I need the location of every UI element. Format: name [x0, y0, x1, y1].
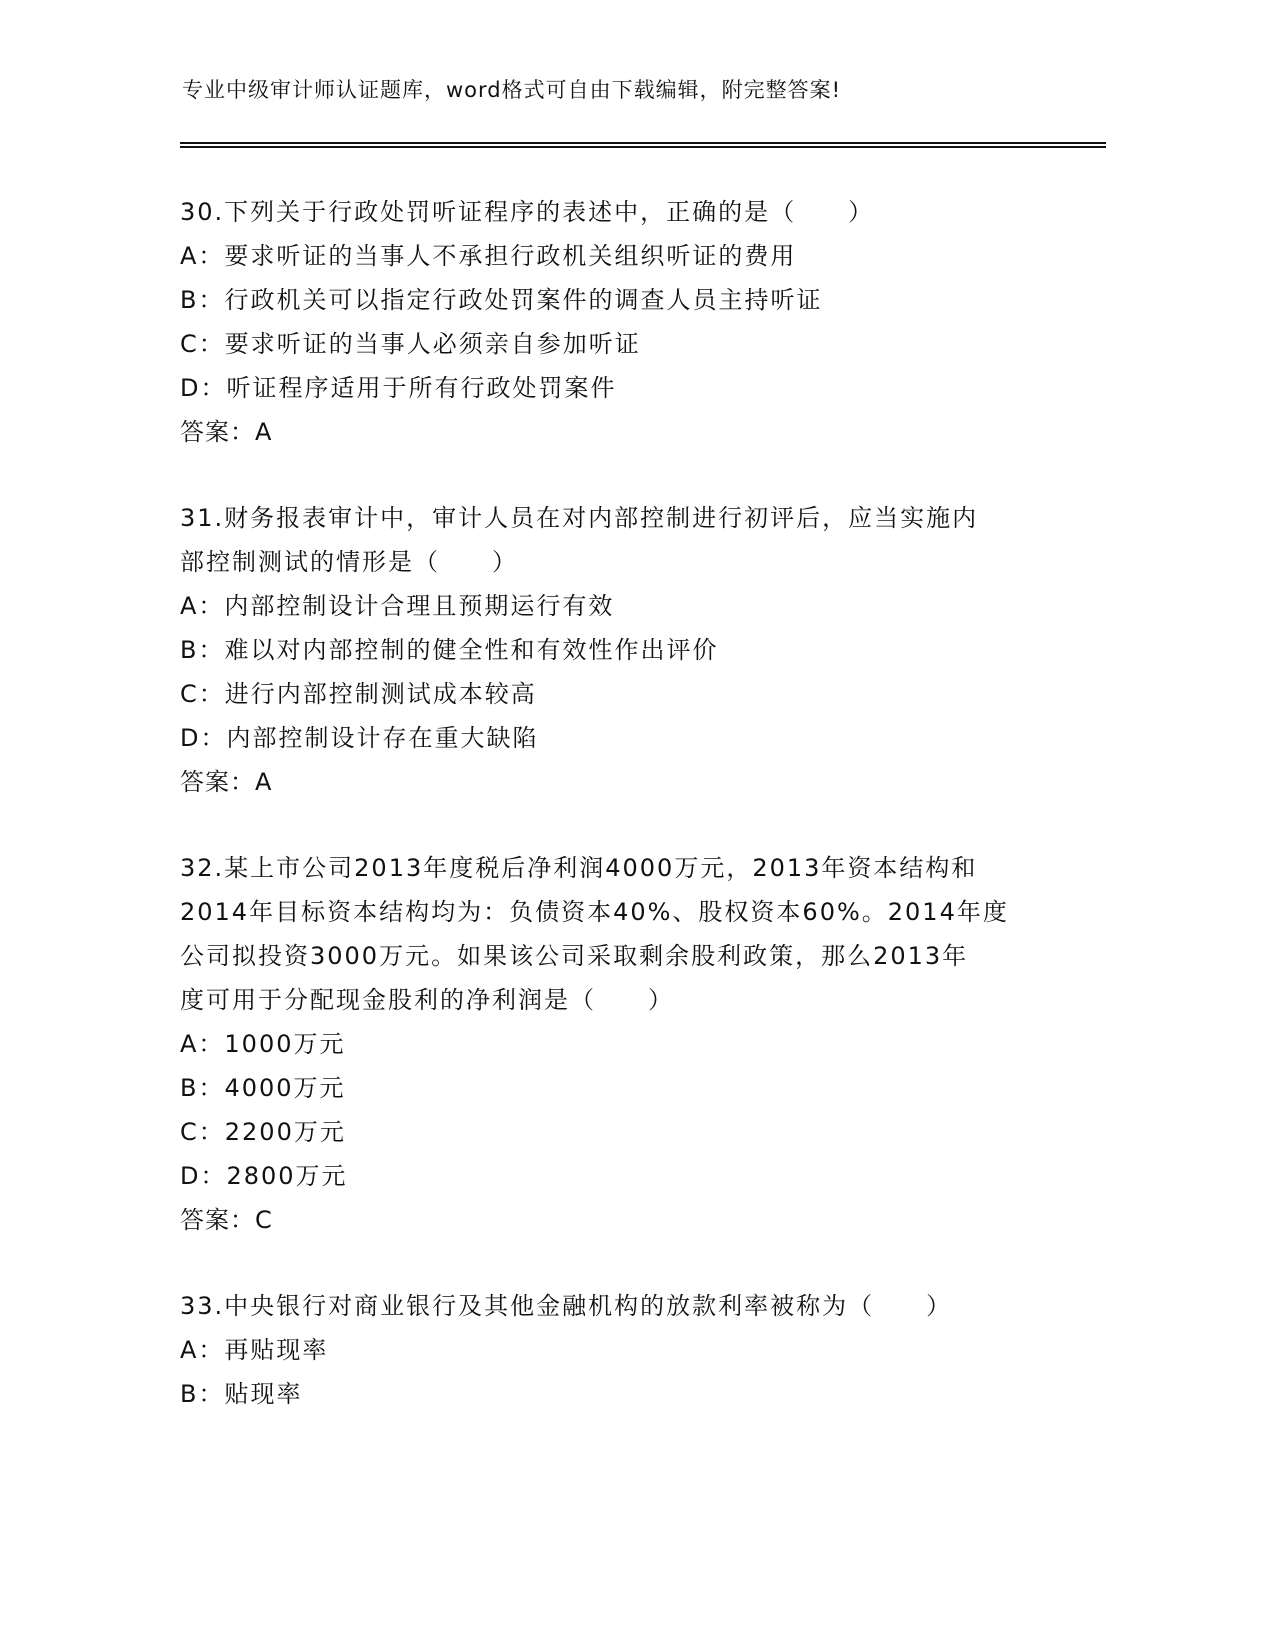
question-stem: 31.财务报表审计中，审计人员在对内部控制进行初评后，应当实施内: [180, 504, 979, 532]
option-b: B：4000万元: [180, 1074, 346, 1102]
option-b: B：贴现率: [180, 1380, 303, 1408]
question-stem: 2014年目标资本结构均为：负债资本40%、股权资本60%。2014年度: [180, 898, 1009, 926]
question-stem: 度可用于分配现金股利的净利润是（ ）: [180, 986, 674, 1014]
option-c: C：进行内部控制测试成本较高: [180, 680, 537, 708]
option-a: A：再贴现率: [180, 1336, 329, 1364]
option-c: C：要求听证的当事人必须亲自参加听证: [180, 330, 641, 358]
option-a: A：内部控制设计合理且预期运行有效: [180, 592, 615, 620]
answer-line: 答案：C: [180, 1206, 273, 1234]
option-a: A：1000万元: [180, 1030, 346, 1058]
option-d: D：听证程序适用于所有行政处罚案件: [180, 374, 617, 402]
answer-line: 答案：A: [180, 418, 273, 446]
question-list: [180, 190, 1080, 1458]
question-33: [180, 1284, 1080, 1416]
question-31: [180, 496, 1080, 804]
option-d: D：2800万元: [180, 1162, 348, 1190]
question-stem: 33.中央银行对商业银行及其他金融机构的放款利率被称为（ ）: [180, 1292, 953, 1320]
header-divider: [180, 142, 1106, 148]
question-32: [180, 846, 1080, 1242]
question-stem: 30.下列关于行政处罚听证程序的表述中，正确的是（ ）: [180, 198, 875, 226]
answer-line: 答案：A: [180, 768, 273, 796]
question-30: [180, 190, 1080, 454]
page-header: 专业中级审计师认证题库，word格式可自由下载编辑，附完整答案!: [182, 78, 842, 102]
option-c: C：2200万元: [180, 1118, 346, 1146]
option-a: A：要求听证的当事人不承担行政机关组织听证的费用: [180, 242, 797, 270]
option-b: B：难以对内部控制的健全性和有效性作出评价: [180, 636, 719, 664]
option-b: B：行政机关可以指定行政处罚案件的调查人员主持听证: [180, 286, 823, 314]
question-stem: 公司拟投资3000万元。如果该公司采取剩余股利政策，那么2013年: [180, 942, 969, 970]
option-d: D：内部控制设计存在重大缺陷: [180, 724, 539, 752]
question-stem: 部控制测试的情形是（ ）: [180, 548, 518, 576]
question-stem: 32.某上市公司2013年度税后净利润4000万元，2013年资本结构和: [180, 854, 978, 882]
